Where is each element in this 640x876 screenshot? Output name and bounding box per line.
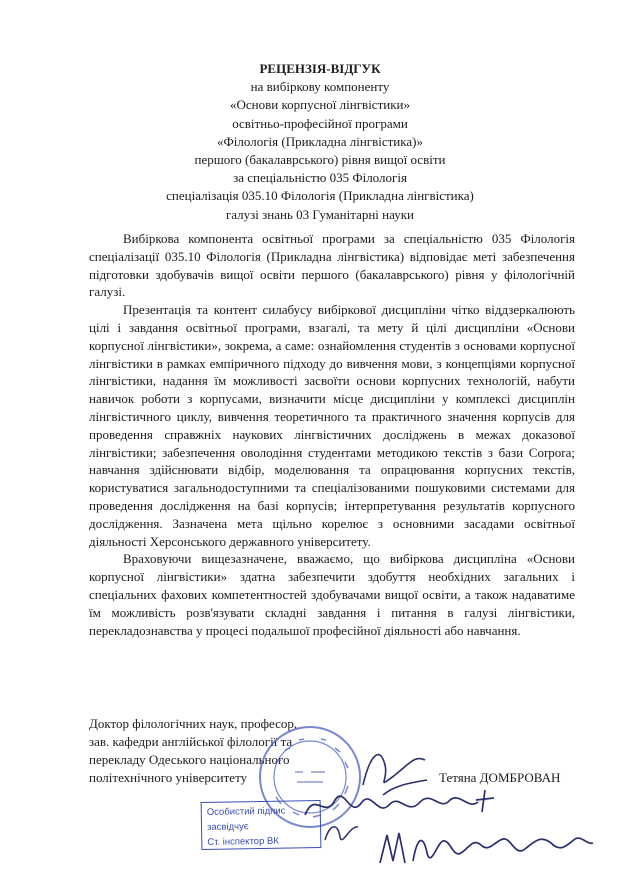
signer-title-line: Доктор філологічних наук, професор, — [89, 716, 298, 731]
stamp-line: засвідчує — [206, 821, 249, 833]
signer-title-line: політехнічного університету — [89, 770, 248, 785]
stamp-line: Ст. інспектор ВК — [207, 835, 279, 848]
title-line: спеціалізація 035.10 Філологія (Прикладна лінгвістика) — [166, 188, 474, 204]
document-title-block — [0, 60, 640, 224]
review-body — [89, 230, 575, 639]
body-paragraph: Враховуючи вищезазначене, вважаємо, що вибіркова дисципліна «Основи корпусної лінгвістики» здатна забезпечити здобуття необхідних загальних і спеціальних фахових компетентностей здобувачами вищої освіти, а також надаватиме їм можливість розв'язувати складні завдання і питання в галузі лінгвістики, перекладознавства у процесі подальшої професійної діяльності або навчання. — [89, 551, 575, 638]
signer-title-line: зав. кафедри англійської філології та — [89, 734, 293, 749]
title-line: освітньо-професійної програми — [232, 115, 408, 131]
document-heading: РЕЦЕНЗІЯ-ВІДГУК — [259, 61, 381, 76]
certification-stamp — [201, 800, 322, 850]
title-line: першого (бакалаврського) рівня вищої освіти — [194, 152, 446, 168]
title-line: за спеціальністю 035 Філологія — [233, 170, 407, 186]
signer-title-line: перекладу Одеського національного — [89, 752, 290, 767]
handwritten-annotation-image — [375, 823, 600, 873]
signer-name: Тетяна ДОМБРОВАН — [439, 770, 561, 785]
body-paragraph: Презентація та контент силабусу вибіркової дисципліни чітко віддзеркалюють цілі і завдання освітньої програми, взагалі, та мету й цілі дисципліни «Основи корпусної лінгвістики», зокрема, а саме: ознайомлення студентів з основами корпусної лінгвістики в рамках емпіричного підходу до вивчення мови, з концепціями корпусної лінгвістики, надання їм можливості засвоїти основи корпусних технологій, набути навичок роботи з корпусами, визначити місце дисципліни у комплексі дисциплін лінгвістичного циклу, вивчення теоретичного та практичного значення корпусів для проведення справжніх наукових лінгвістичних досліджень в межах доказової лінгвістики; забезпечення оволодіння студентами методикою текстів з бази Corpora; навчання здійснювати відбір, моделювання та опрацювання корпусних текстів, користуватися загальнодоступними та спеціалізованими пошуковими системами для проведення дослідження на базі корпусів; інтерпретування результатів корпусного дослідження. Зазначена мета щільно корелює з основними засадами освітньої діяльності Херсонського державного університету. — [89, 302, 575, 549]
stamp-line: Особистий підпис — [206, 805, 286, 818]
title-line: «Основи корпусної лінгвістики» — [230, 97, 410, 113]
title-line: «Філологія (Прикладна лінгвістика)» — [217, 133, 423, 149]
title-line: на вибіркову компоненту — [250, 79, 390, 95]
body-paragraph: Вибіркова компонента освітньої програми за спеціальністю 035 Філологія спеціалізації 035.10 Філологія (Прикладна лінгвістика) відповідає меті забезпечення підготовки здобувачів вищої освіти першого (бакалаврського) рівня у філологічній галузі. — [89, 231, 575, 300]
title-line: галузі знань 03 Гуманітарні науки — [225, 206, 415, 222]
